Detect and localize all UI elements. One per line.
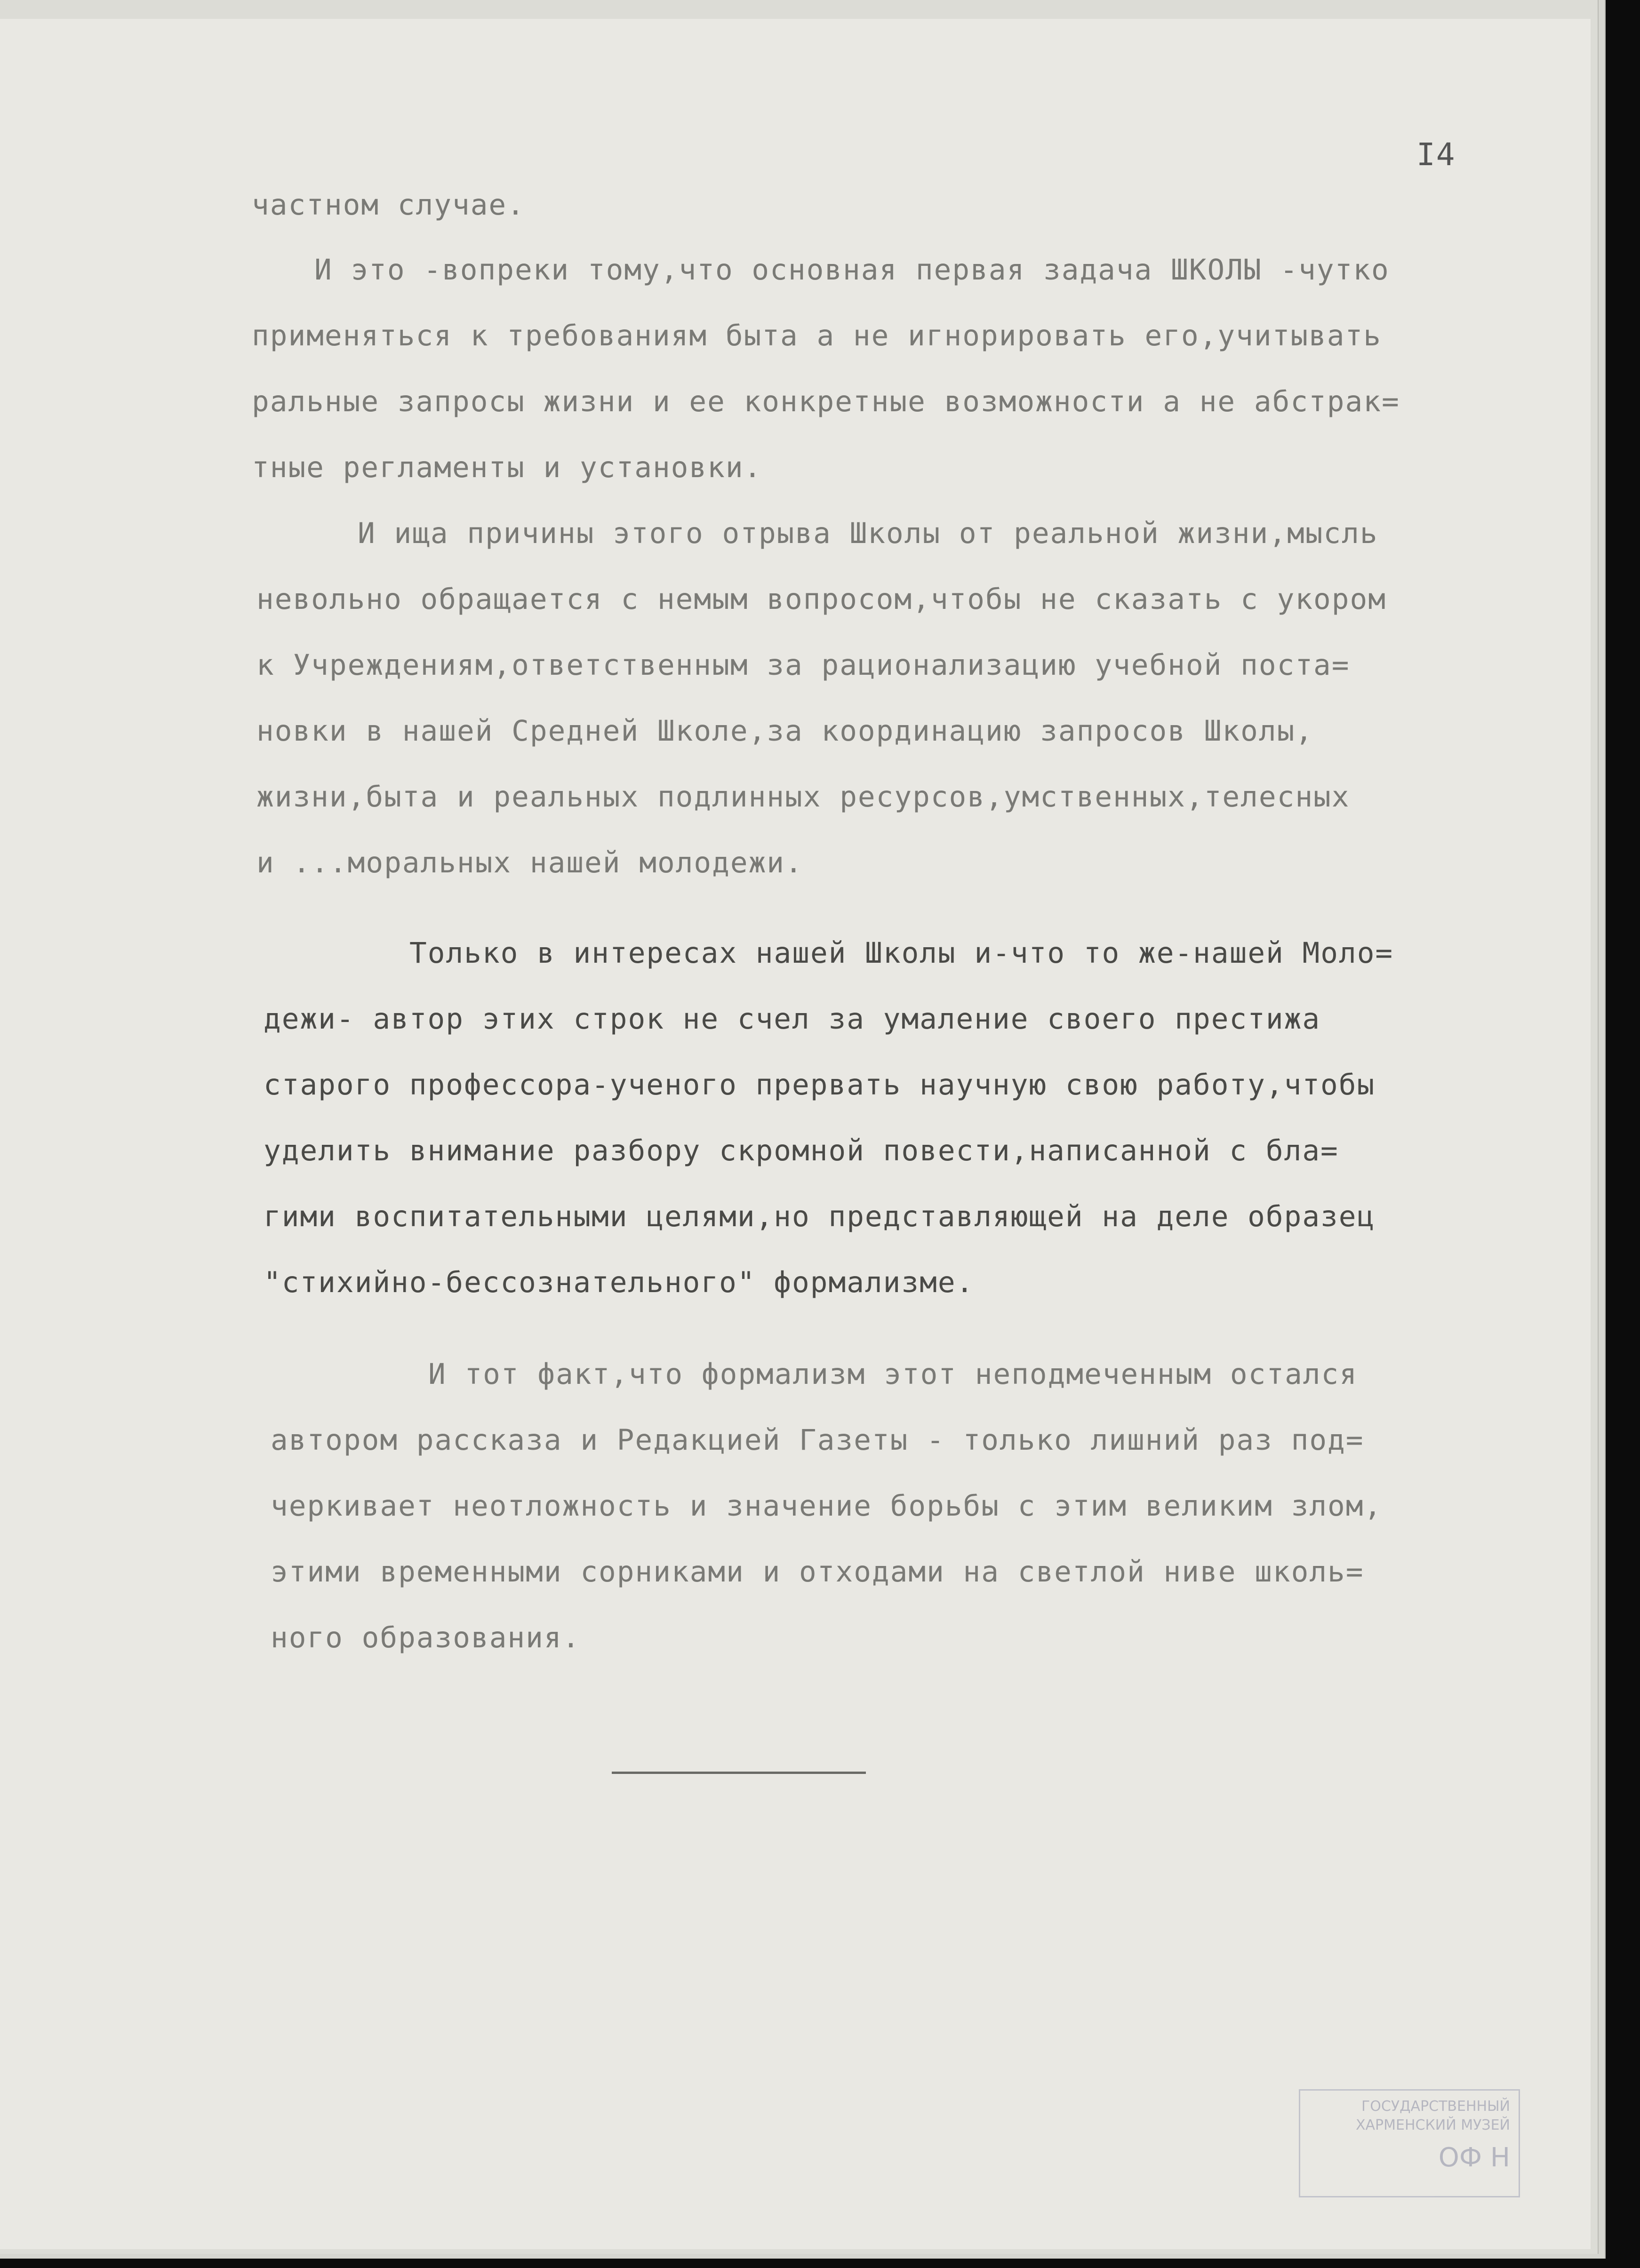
museum-stamp xyxy=(1299,2089,1520,2197)
text-line: "стихийно-бессознательного" формализме. xyxy=(264,1266,975,1299)
text-line: этими временными сорниками и отходами на светлой ниве школь= xyxy=(271,1555,1364,1589)
text-line: автором рассказа и Редакцией Газеты - только лишний раз под= xyxy=(271,1423,1364,1457)
text-line: гими воспитательными целями,но представляющей на деле образец xyxy=(264,1200,1376,1233)
text-line: и ...моральных нашей молодежи. xyxy=(256,846,803,879)
text-line: И это -вопреки тому,что основная первая задача ШКОЛЫ -чутко xyxy=(314,253,1390,287)
closing-rule xyxy=(612,1772,866,1774)
text-line: уделить внимание разбору скромной повести,написанной с бла= xyxy=(264,1134,1339,1167)
text-line: ного образования. xyxy=(271,1621,581,1654)
text-line: И тот факт,что формализм этот неподмеченным остался xyxy=(428,1358,1358,1391)
stamp-line: ХАРМЕНСКИЙ МУЗЕЙ xyxy=(1355,2117,1510,2133)
text-line: И ища причины этого отрыва Школы от реальной жизни,мысль xyxy=(358,517,1378,550)
text-line: тные регламенты и установки. xyxy=(252,451,762,484)
stamp-line: ГОСУДАРСТВЕННЫЙ xyxy=(1361,2098,1510,2115)
stamp-code: ОФ Н xyxy=(1438,2142,1510,2173)
text-line: старого профессора-ученого прервать научную свою работу,чтобы xyxy=(264,1068,1376,1102)
text-line: жизни,быта и реальных подлинных ресурсов,умственных,телесных xyxy=(256,780,1350,814)
text-line: ральные запросы жизни и ее конкретные возможности а не абстрак= xyxy=(252,385,1400,418)
text-line: дежи- автор этих строк не счел за умаление своего престижа xyxy=(264,1002,1321,1036)
text-line: к Учреждениям,ответственным за рационализацию учебной поста= xyxy=(256,648,1350,682)
text-line: Только в интересах нашей Школы и-что то же-нашей Моло= xyxy=(409,936,1394,970)
text-line: черкивает неотложность и значение борьбы с этим великим злом, xyxy=(271,1489,1383,1523)
text-line: применяться к требованиям быта а не игнорировать его,учитывать xyxy=(252,319,1382,352)
page-number: I4 xyxy=(1416,136,1456,173)
document-page xyxy=(0,19,1591,2249)
text-line: частном случае. xyxy=(252,188,525,222)
text-line: новки в нашей Средней Школе,за координацию запросов Школы, xyxy=(256,714,1314,748)
text-line: невольно обращается с немым вопросом,чтобы не сказать с укором xyxy=(256,583,1386,616)
